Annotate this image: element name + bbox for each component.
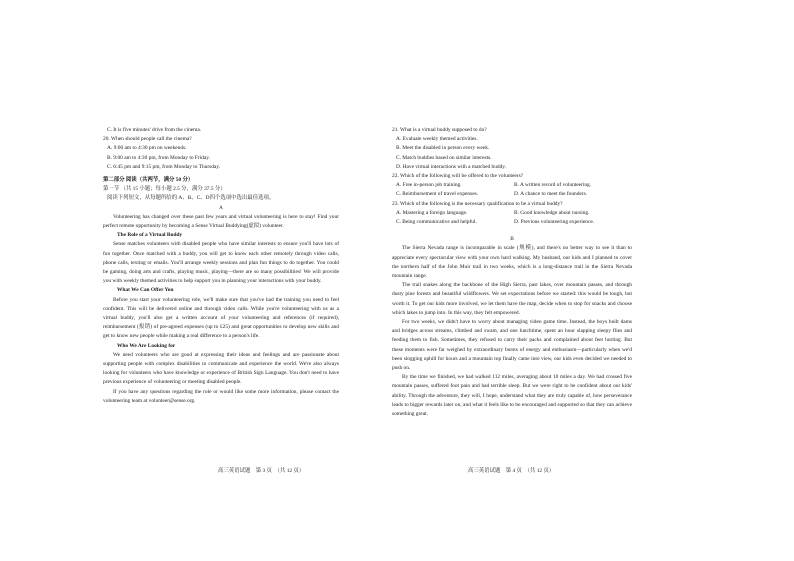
question-23-options-row — [392, 209, 632, 218]
section-title: 第一节 （共 15 小题；每小题 2.5 分，满分 37.5 分） — [103, 186, 226, 193]
left-page-column — [103, 126, 339, 406]
question-23-option-a: A. Mastering a foreign language. — [396, 209, 468, 216]
question-23-options-row — [392, 218, 632, 227]
page-footer-left: 高三英语试题 第 3 页 （共 12 页） — [218, 468, 305, 474]
passage-b-label: B — [510, 236, 514, 243]
part-title: 第二部分 阅读（共两节，满分 50 分） — [103, 177, 194, 184]
passage-a-subheading: The Role of a Virtual Buddy — [117, 232, 183, 239]
question-22-stem: 22. Which of the following will be offered to the volunteers? — [392, 173, 524, 180]
passage-b-paragraph: By the time we finished, we had walked 112 miles, averaging about 10 miles a day. We had crossed five mountain passes, suffered foot pain and had terrible sleep. But we were right to be confident about our kids' ability. Through the adventure, they will, I hope, understand what they are truly capable of, how perseverance leads to bigger rewards later on, and what it feels like to be encouraged and supported so that they can achieve something great. — [392, 374, 632, 418]
question-21-stem: 21. What is a virtual buddy supposed to do? — [392, 127, 487, 133]
question-23-option-d: D. Previous volunteering experience. — [514, 219, 595, 226]
question-23-option-b: B. Good knowledge about nursing. — [514, 209, 590, 216]
passage-a-paragraph: Before you start your volunteering role, we'll make sure that you've had the training you need to feel confident. This will be delivered online and through video calls. While you're volunteering with us as a virtual buddy, you'll also get a written account of your volunteering and references (if required), reimbursement (报销) of pre-agreed expenses (up to £25) and great opportunities to develop new skills and get to know new people while making a real difference to a person's life. — [103, 296, 339, 340]
question-20-option-c: C. 6:45 pm and 9:15 pm, from Monday to Thursday. — [107, 163, 221, 170]
question-20-option-b: B. 9:00 am to 4:30 pm, from Monday to Friday. — [107, 154, 210, 161]
question-20-option-a: A. 9:00 am to 4:30 pm on weekends. — [107, 145, 187, 152]
passage-a-paragraph: If you have any questions regarding the role or would like some more information, please contact the volunteering team at volunteer@sense.org. — [103, 388, 339, 404]
passage-a-subheading: Who We Are Looking for — [117, 342, 176, 349]
question-21-option-a: A. Evaluate weekly themed activities. — [396, 136, 478, 143]
question-19-option-c: C. It is five minutes' drive from the cinema. — [107, 127, 202, 133]
question-21-option-b: B. Meet the disabled in person every week. — [396, 145, 490, 152]
question-21-option-c: C. Match buddies based on similar interests. — [396, 154, 492, 161]
passage-a-paragraph: Volunteering has changed over these past few years and virtual volunteering is here to stay! Find your perfect remote opportunity by becoming a Sense Virtual Buddying(虚拟) volunteer. — [103, 213, 339, 230]
question-22-option-c: C. Reimbursement of travel expenses. — [396, 191, 479, 198]
passage-a-paragraph: Sense matches volunteers with disabled people who have similar interests to ensure you'll have lots of fun together. Once matched with a buddy, you will get to know each other remotely through video calls, phone calls, texting or emails. You'll arrange weekly sessions and plan fun things to do together. You could be gaming, doing arts and crafts, playing music, playing—there are so many possibilities! We will provide you with weekly themed activities to help support you in planning your interactions with your buddy. — [103, 241, 339, 285]
question-23-stem: 23. Which of the following is the necessary qualification to be a virtual buddy? — [392, 200, 563, 207]
question-22-options-row — [392, 181, 632, 190]
reading-instructions: 阅读下列短文，从每题所给的 A、B、C、D四个选项中选出最佳选项。 — [107, 195, 275, 202]
passage-b-paragraph: The trail snakes along the backbone of the High Sierra, past lakes, over mountain passes, and through dusty pine forests and beautiful wildflowers. We set expectations before we started: this would be tough, but worth it. To get our kids more involved, we let them have the map, decide when to stop for snacks and choose which lakes to jump into. In this way, they felt empowered. — [392, 282, 632, 316]
question-23-option-c: C. Being communicative and helpful. — [396, 219, 477, 226]
passage-b-paragraph: The Sierra Nevada range is incomparable in scale (规模), and there's no better way to see it than to appreciate every spectacular view with your own hard walking. My husband, our kids and I planned to cover the northern half of the John Muir trail in two weeks, which is a long-distance trail in the Sierra Nevada mountain range. — [392, 245, 632, 280]
passage-a-label: A — [219, 204, 223, 211]
question-22-option-a: A. Free in-person job training. — [396, 182, 462, 189]
question-22-option-b: B. A written record of volunteering. — [514, 182, 592, 189]
right-page-column — [392, 126, 632, 419]
passage-b-paragraph: For two weeks, we didn't have to worry about managing video game time. Instead, the boys built dams and bridges across streams, climbed and swam, and one lunchtime, spent an hour slapping sleepy flies and feeding them to fish. Sometimes, they refused to carry their packs and complained about feet hurting. But these moments were far weighed by extraordinary bursts of energy and enthusiasm—particularly when we'd been slogging uphill for hours and a mountain top finally came into view, our kids even decided we needed to push on. — [392, 319, 632, 372]
question-21-option-d: D. Have virtual interactions with a matched buddy. — [396, 163, 506, 170]
question-20-stem: 20. When should people call the cinema? — [103, 136, 192, 143]
passage-a-paragraph: We need volunteers who are good at expressing their ideas and feelings and are passionate about supporting people with complex disabilities to communicate and experience the world. We're also always looking for volunteers who have knowledge or experience of British Sign Language. You don't need to have previous experience of volunteering or meeting disabled people. — [103, 351, 339, 386]
question-22-option-d: D. A chance to meet the founders. — [514, 191, 588, 198]
page-footer-right: 高三英语试题 第 4 页 （共 12 页） — [468, 468, 555, 474]
passage-a-subheading: What We Can Offer You — [117, 287, 174, 294]
question-22-options-row — [392, 190, 632, 199]
